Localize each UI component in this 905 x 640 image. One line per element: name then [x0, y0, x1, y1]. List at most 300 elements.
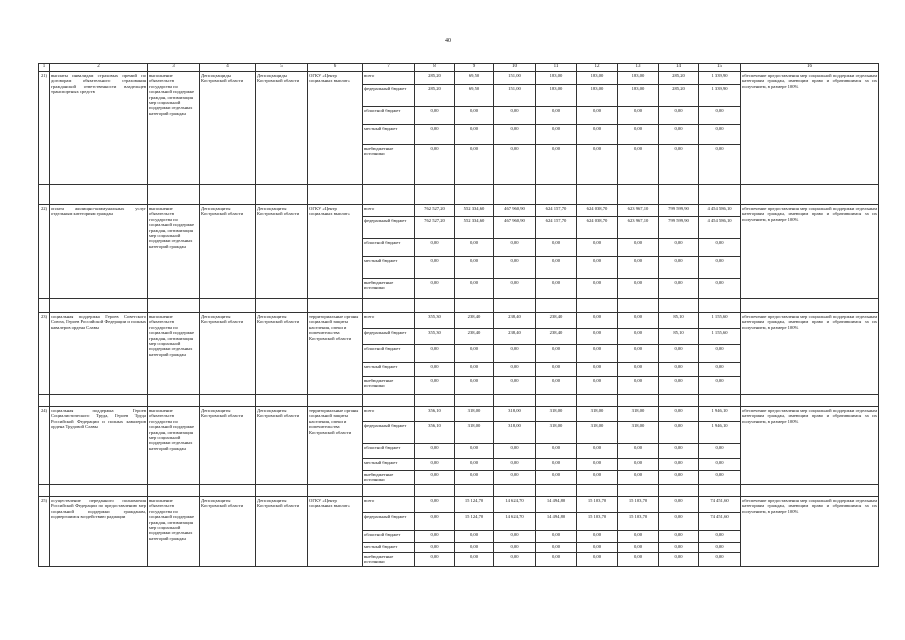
column-number: 16 — [741, 64, 879, 72]
funding-value: 0,00 — [577, 531, 618, 543]
funding-value: 0,00 — [659, 497, 699, 513]
spacer-cell — [200, 299, 256, 313]
funding-value: 0,00 — [494, 279, 536, 299]
funding-value: 15 103,70 — [577, 497, 618, 513]
funding-value: 183,00 — [536, 85, 577, 107]
funding-value: 0,00 — [494, 444, 536, 459]
funding-value: 0,00 — [536, 107, 577, 125]
spacer-cell — [699, 485, 741, 497]
funding-value: 0,00 — [577, 459, 618, 471]
column-number: 2 — [50, 64, 148, 72]
funding-value: 0,00 — [618, 543, 659, 553]
spacer-cell — [39, 395, 50, 407]
co-executor: Депсоцзащиты Костромской области — [200, 205, 256, 299]
funding-value: 0,00 — [536, 531, 577, 543]
funding-value: 0,00 — [618, 329, 659, 345]
spacer-cell — [50, 299, 148, 313]
funding-value: 0,00 — [699, 531, 741, 543]
funding-value: 0,00 — [618, 444, 659, 459]
funding-value: 0,00 — [415, 497, 455, 513]
funding-value: 0,00 — [536, 257, 577, 279]
funding-source-label: внебюджетные источники — [363, 145, 415, 185]
implementer: территориальные органы социальной защиты населения, опеки и попечительства Костромской области — [308, 313, 363, 395]
funding-value: 0,00 — [536, 471, 577, 485]
funding-value: 0,00 — [659, 345, 699, 363]
funding-value: 355,30 — [415, 313, 455, 329]
funding-value: 0,00 — [618, 239, 659, 257]
funding-value: 624 038,70 — [577, 205, 618, 217]
funding-value: 85,10 — [659, 313, 699, 329]
spacer-cell — [741, 185, 879, 205]
funding-value: 0,00 — [536, 239, 577, 257]
funding-value: 318,00 — [455, 407, 494, 422]
funding-value: 14 494,80 — [536, 513, 577, 531]
spacer-cell — [455, 299, 494, 313]
funding-value: 0,00 — [618, 459, 659, 471]
funding-value: 0,00 — [659, 553, 699, 567]
funding-value: 0,00 — [455, 531, 494, 543]
column-number: 4 — [200, 64, 256, 72]
funding-value: 0,00 — [494, 377, 536, 395]
funding-value: 0,00 — [415, 553, 455, 567]
funding-value: 0,00 — [618, 363, 659, 377]
spacer-cell — [741, 485, 879, 497]
spacer-cell — [536, 395, 577, 407]
spacer-cell — [494, 185, 536, 205]
funding-value: 0,00 — [659, 145, 699, 185]
funding-value: 0,00 — [659, 531, 699, 543]
funding-value: 0,00 — [659, 543, 699, 553]
funding-value: 85,10 — [659, 329, 699, 345]
funding-value: 624 157,70 — [536, 217, 577, 239]
funding-value: 285,20 — [415, 72, 455, 85]
spacer-cell — [577, 485, 618, 497]
funding-value: 1 339,90 — [699, 72, 741, 85]
funding-value: 318,00 — [536, 407, 577, 422]
funding-value: 0,00 — [699, 471, 741, 485]
funding-value: 14 624,70 — [494, 513, 536, 531]
implementer: ОГКУ «Центр социальных выплат» — [308, 72, 363, 185]
funding-value: 0,00 — [659, 471, 699, 485]
funding-value: 0,00 — [577, 145, 618, 185]
funding-source-label: областной бюджет — [363, 239, 415, 257]
funding-value: 4 454 586,10 — [699, 217, 741, 239]
funding-value: 0,00 — [455, 345, 494, 363]
funding-value: 15 103,70 — [618, 513, 659, 531]
funding-source-label: областной бюджет — [363, 107, 415, 125]
spacer-cell — [618, 185, 659, 205]
spacer-cell — [256, 185, 308, 205]
measure-goal: выполнение обязательств государства по социальной поддержке граждан, оптимизация мер социальной поддержки отдельных категорий граждан — [148, 407, 200, 485]
section-spacer — [39, 185, 879, 205]
funding-source-label: всего — [363, 72, 415, 85]
funding-value: 318,00 — [455, 422, 494, 444]
funding-source-label: внебюджетные источники — [363, 377, 415, 395]
funding-value: 0,00 — [577, 543, 618, 553]
spacer-cell — [659, 395, 699, 407]
funding-value: 0,00 — [618, 345, 659, 363]
co-executor: Депсоцзащиты Костромской области — [200, 407, 256, 485]
funding-value: 0,00 — [455, 257, 494, 279]
column-number: 7 — [363, 64, 415, 72]
funding-value: 0,00 — [455, 377, 494, 395]
funding-value: 0,00 — [494, 345, 536, 363]
row-number: 25) — [39, 497, 50, 567]
funding-value: 467 960,90 — [494, 205, 536, 217]
funding-value: 0,00 — [415, 107, 455, 125]
funding-value: 0,00 — [577, 329, 618, 345]
funding-value: 0,00 — [577, 107, 618, 125]
column-number: 3 — [148, 64, 200, 72]
funding-source-label: областной бюджет — [363, 444, 415, 459]
column-number: 8 — [415, 64, 455, 72]
measure-name: социальная поддержка Героев Советского Союза, Героев Российской Федерации и полных кавалеров ордена Славы — [50, 313, 148, 395]
spacer-cell — [455, 395, 494, 407]
spacer-cell — [455, 185, 494, 205]
funding-value: 624 157,70 — [536, 205, 577, 217]
funding-value: 15 124,70 — [455, 513, 494, 531]
funding-value: 0,00 — [415, 444, 455, 459]
funding-value: 0,00 — [455, 239, 494, 257]
spacer-cell — [308, 485, 363, 497]
funding-value: 0,00 — [577, 239, 618, 257]
funding-value: 0,00 — [415, 363, 455, 377]
spacer-cell — [50, 185, 148, 205]
funding-value: 318,00 — [577, 422, 618, 444]
funding-value: 151,00 — [494, 85, 536, 107]
spacer-cell — [536, 299, 577, 313]
funding-value: 0,00 — [618, 377, 659, 395]
funding-value: 0,00 — [577, 125, 618, 145]
funding-value: 0,00 — [699, 459, 741, 471]
measure-name: выплаты инвалидам страховых премий по договорам обязательного страхования гражданской ответственности владельцев транспортных средств — [50, 72, 148, 185]
table-row — [39, 72, 879, 85]
funding-value: 318,00 — [494, 422, 536, 444]
funding-value: 1 946,10 — [699, 407, 741, 422]
funding-value: 0,00 — [494, 363, 536, 377]
funding-value: 0,00 — [659, 279, 699, 299]
funding-source-label: федеральный бюджет — [363, 513, 415, 531]
implementer: территориальные органы социальной защиты населения, опеки и попечительства Костромской области — [308, 407, 363, 485]
implementer: ОГКУ «Центр социальных выплат» — [308, 497, 363, 567]
funding-value: 0,00 — [415, 459, 455, 471]
funding-value: 762 527,20 — [415, 205, 455, 217]
spacer-cell — [415, 485, 455, 497]
funding-value: 0,00 — [494, 145, 536, 185]
spacer-cell — [415, 299, 455, 313]
funding-value: 0,00 — [415, 279, 455, 299]
funding-value: 356,10 — [415, 422, 455, 444]
column-number: 11 — [536, 64, 577, 72]
spacer-cell — [659, 299, 699, 313]
funding-value: 0,00 — [494, 459, 536, 471]
spacer-cell — [363, 395, 415, 407]
funding-value: 0,00 — [494, 125, 536, 145]
column-number: 5 — [256, 64, 308, 72]
spacer-cell — [618, 485, 659, 497]
funding-value: 0,00 — [536, 345, 577, 363]
funding-value: 1 155,60 — [699, 329, 741, 345]
funding-value: 285,20 — [659, 72, 699, 85]
funding-value: 0,00 — [415, 377, 455, 395]
spacer-cell — [494, 485, 536, 497]
funding-source-label: федеральный бюджет — [363, 217, 415, 239]
funding-value: 0,00 — [536, 553, 577, 567]
funding-value: 183,00 — [618, 72, 659, 85]
funding-value: 0,00 — [455, 471, 494, 485]
spacer-cell — [148, 395, 200, 407]
spacer-cell — [699, 185, 741, 205]
spacer-cell — [659, 485, 699, 497]
expected-result: обеспечение предоставления мер социальной поддержки отдельным категориям граждан, имеющим право и обратившимся за их получением, в размере 100% — [741, 407, 879, 485]
funding-value: 467 960,90 — [494, 217, 536, 239]
funding-value: 69,50 — [455, 72, 494, 85]
funding-value: 15 103,70 — [618, 497, 659, 513]
funding-source-label: федеральный бюджет — [363, 85, 415, 107]
funding-value: 0,00 — [659, 107, 699, 125]
funding-value: 0,00 — [618, 107, 659, 125]
spacer-cell — [200, 395, 256, 407]
page-number: 40 — [445, 38, 451, 44]
row-number: 23) — [39, 313, 50, 395]
funding-value: 0,00 — [618, 471, 659, 485]
funding-value: 762 527,20 — [415, 217, 455, 239]
funding-value: 0,00 — [494, 107, 536, 125]
funding-value: 183,00 — [618, 85, 659, 107]
funding-value: 0,00 — [577, 257, 618, 279]
funding-value: 0,00 — [659, 125, 699, 145]
row-number: 22) — [39, 205, 50, 299]
funding-value: 0,00 — [455, 459, 494, 471]
spacer-cell — [256, 485, 308, 497]
funding-value: 0,00 — [659, 444, 699, 459]
row-number: 24) — [39, 407, 50, 485]
funding-value: 0,00 — [455, 444, 494, 459]
funding-value: 0,00 — [659, 363, 699, 377]
funding-value: 0,00 — [455, 145, 494, 185]
funding-value: 0,00 — [659, 377, 699, 395]
funding-value: 0,00 — [659, 422, 699, 444]
spacer-cell — [699, 299, 741, 313]
funding-value: 0,00 — [618, 531, 659, 543]
funding-value: 0,00 — [659, 257, 699, 279]
funding-value: 0,00 — [699, 553, 741, 567]
responsible-executor: Депсоцзащиты Костромской области — [256, 313, 308, 395]
funding-value: 69,50 — [455, 85, 494, 107]
funding-value: 0,00 — [699, 145, 741, 185]
funding-value: 0,00 — [618, 553, 659, 567]
funding-value: 0,00 — [699, 125, 741, 145]
funding-value: 0,00 — [699, 543, 741, 553]
table-row — [39, 407, 879, 422]
funding-source-label: всего — [363, 407, 415, 422]
funding-value: 623 967,10 — [618, 217, 659, 239]
funding-value: 318,00 — [618, 422, 659, 444]
funding-source-label: всего — [363, 205, 415, 217]
spacer-cell — [148, 299, 200, 313]
table-row — [39, 497, 879, 513]
funding-value: 0,00 — [536, 363, 577, 377]
column-number: 15 — [699, 64, 741, 72]
funding-value: 0,00 — [536, 444, 577, 459]
funding-value: 0,00 — [699, 444, 741, 459]
funding-value: 151,00 — [494, 72, 536, 85]
expected-result: обеспечение предоставления мер социальной поддержки отдельным категориям граждан, имеющим право и обратившимся за их получением, в размере 100% — [741, 497, 879, 567]
funding-value: 799 599,90 — [659, 217, 699, 239]
funding-value: 0,00 — [455, 363, 494, 377]
expected-result: обеспечение предоставления мер социальной поддержки отдельным категориям граждан, имеющим право и обратившимся за их получением, в размере 100% — [741, 205, 879, 299]
funding-value: 0,00 — [415, 543, 455, 553]
funding-value: 623 967,10 — [618, 205, 659, 217]
funding-value: 0,00 — [618, 257, 659, 279]
funding-value: 183,00 — [536, 72, 577, 85]
funding-value: 0,00 — [659, 407, 699, 422]
funding-value: 0,00 — [455, 279, 494, 299]
funding-value: 0,00 — [415, 145, 455, 185]
column-number: 10 — [494, 64, 536, 72]
funding-source-label: областной бюджет — [363, 531, 415, 543]
funding-value: 0,00 — [455, 107, 494, 125]
spacer-cell — [256, 395, 308, 407]
funding-source-label: местный бюджет — [363, 459, 415, 471]
column-number: 12 — [577, 64, 618, 72]
funding-value: 0,00 — [699, 257, 741, 279]
funding-value: 238,40 — [455, 329, 494, 345]
column-number: 9 — [455, 64, 494, 72]
column-number: 13 — [618, 64, 659, 72]
spacer-cell — [363, 185, 415, 205]
funding-value: 0,00 — [699, 363, 741, 377]
funding-value: 183,00 — [577, 85, 618, 107]
funding-value: 0,00 — [536, 543, 577, 553]
spacer-cell — [659, 185, 699, 205]
funding-source-label: внебюджетные источники — [363, 279, 415, 299]
funding-value: 0,00 — [659, 239, 699, 257]
funding-value: 0,00 — [618, 313, 659, 329]
spacer-cell — [577, 299, 618, 313]
funding-source-label: местный бюджет — [363, 543, 415, 553]
funding-value: 238,40 — [455, 313, 494, 329]
funding-value: 1 155,60 — [699, 313, 741, 329]
measure-name: оплата жилищно-коммунальных услуг отдельным категориям граждан — [50, 205, 148, 299]
expected-result: обеспечение предоставления мер социальной поддержки отдельным категориям граждан, имеющим право и обратившимся за их получением, в размере 100% — [741, 72, 879, 185]
spacer-cell — [39, 485, 50, 497]
spacer-cell — [415, 185, 455, 205]
funding-value: 14 624,70 — [494, 497, 536, 513]
table-row — [39, 313, 879, 329]
funding-value: 0,00 — [699, 377, 741, 395]
section-spacer — [39, 395, 879, 407]
funding-value: 0,00 — [577, 471, 618, 485]
funding-value: 74 451,60 — [699, 497, 741, 513]
expected-result: обеспечение предоставления мер социальной поддержки отдельным категориям граждан, имеющим право и обратившимся за их получением, в размере 100% — [741, 313, 879, 395]
measure-goal: выполнение обязательств государства по социальной поддержке граждан, оптимизация мер социальной поддержки отдельных категорий граждан — [148, 205, 200, 299]
funding-source-label: федеральный бюджет — [363, 329, 415, 345]
funding-value: 0,00 — [494, 257, 536, 279]
spacer-cell — [494, 299, 536, 313]
spacer-cell — [200, 485, 256, 497]
funding-value: 0,00 — [699, 345, 741, 363]
funding-value: 0,00 — [577, 279, 618, 299]
funding-source-label: областной бюджет — [363, 345, 415, 363]
funding-value: 318,00 — [536, 422, 577, 444]
spacer-cell — [256, 299, 308, 313]
funding-value: 0,00 — [659, 513, 699, 531]
funding-value: 0,00 — [618, 125, 659, 145]
funding-value: 624 038,70 — [577, 217, 618, 239]
co-executor: Депсоцзащиты Костромской области — [200, 313, 256, 395]
section-spacer — [39, 299, 879, 313]
funding-value: 285,20 — [415, 85, 455, 107]
spacer-cell — [363, 485, 415, 497]
funding-value: 318,00 — [494, 407, 536, 422]
measure-goal: выполнение обязательств государства по социальной поддержке граждан, оптимизация мер социальной поддержки отдельных категорий граждан — [148, 72, 200, 185]
spacer-cell — [148, 485, 200, 497]
funding-value: 0,00 — [494, 239, 536, 257]
spacer-cell — [39, 299, 50, 313]
funding-value: 238,40 — [494, 313, 536, 329]
funding-value: 0,00 — [415, 257, 455, 279]
funding-value: 0,00 — [577, 313, 618, 329]
funding-value: 0,00 — [577, 444, 618, 459]
spacer-cell — [577, 185, 618, 205]
spacer-cell — [200, 185, 256, 205]
column-number: 1 — [39, 64, 50, 72]
measure-name: социальная поддержка Героев Социалистического Труда, Героев Труда Российской Федерации и полных кавалеров ордена Трудовой Славы — [50, 407, 148, 485]
funding-value: 0,00 — [699, 279, 741, 299]
implementer: ОГКУ «Центр социальных выплат» — [308, 205, 363, 299]
funding-value: 0,00 — [577, 377, 618, 395]
funding-source-label: федеральный бюджет — [363, 422, 415, 444]
funding-value: 318,00 — [577, 407, 618, 422]
funding-source-label: внебюджетные источники — [363, 471, 415, 485]
responsible-executor: Депсоцзащиты Костромской области — [256, 407, 308, 485]
column-number: 6 — [308, 64, 363, 72]
funding-source-label: местный бюджет — [363, 125, 415, 145]
measure-name: осуществление переданного полномочия Российской Федерации по предоставлению мер социальной поддержки гражданам, подвергшимся воздействию радиации — [50, 497, 148, 567]
funding-value: 0,00 — [577, 363, 618, 377]
program-table — [38, 63, 879, 567]
funding-value: 356,10 — [415, 407, 455, 422]
funding-value: 0,00 — [455, 543, 494, 553]
funding-source-label: местный бюджет — [363, 363, 415, 377]
spacer-cell — [50, 485, 148, 497]
funding-value: 0,00 — [659, 459, 699, 471]
funding-value: 355,30 — [415, 329, 455, 345]
responsible-executor: Депсоцзащиты Костромской области — [256, 205, 308, 299]
spacer-cell — [308, 395, 363, 407]
funding-value: 0,00 — [699, 239, 741, 257]
spacer-cell — [363, 299, 415, 313]
funding-value: 0,00 — [455, 553, 494, 567]
funding-value: 0,00 — [536, 125, 577, 145]
funding-value: 0,00 — [536, 377, 577, 395]
column-number: 14 — [659, 64, 699, 72]
funding-value: 0,00 — [415, 125, 455, 145]
funding-value: 1 339,90 — [699, 85, 741, 107]
funding-value: 285,20 — [659, 85, 699, 107]
funding-value: 14 494,80 — [536, 497, 577, 513]
funding-value: 0,00 — [536, 279, 577, 299]
spacer-cell — [308, 299, 363, 313]
spacer-cell — [741, 299, 879, 313]
spacer-cell — [39, 185, 50, 205]
funding-value: 183,00 — [577, 72, 618, 85]
funding-value: 552 334,60 — [455, 205, 494, 217]
funding-value: 238,40 — [494, 329, 536, 345]
funding-value: 0,00 — [455, 125, 494, 145]
column-number-row — [39, 64, 879, 72]
